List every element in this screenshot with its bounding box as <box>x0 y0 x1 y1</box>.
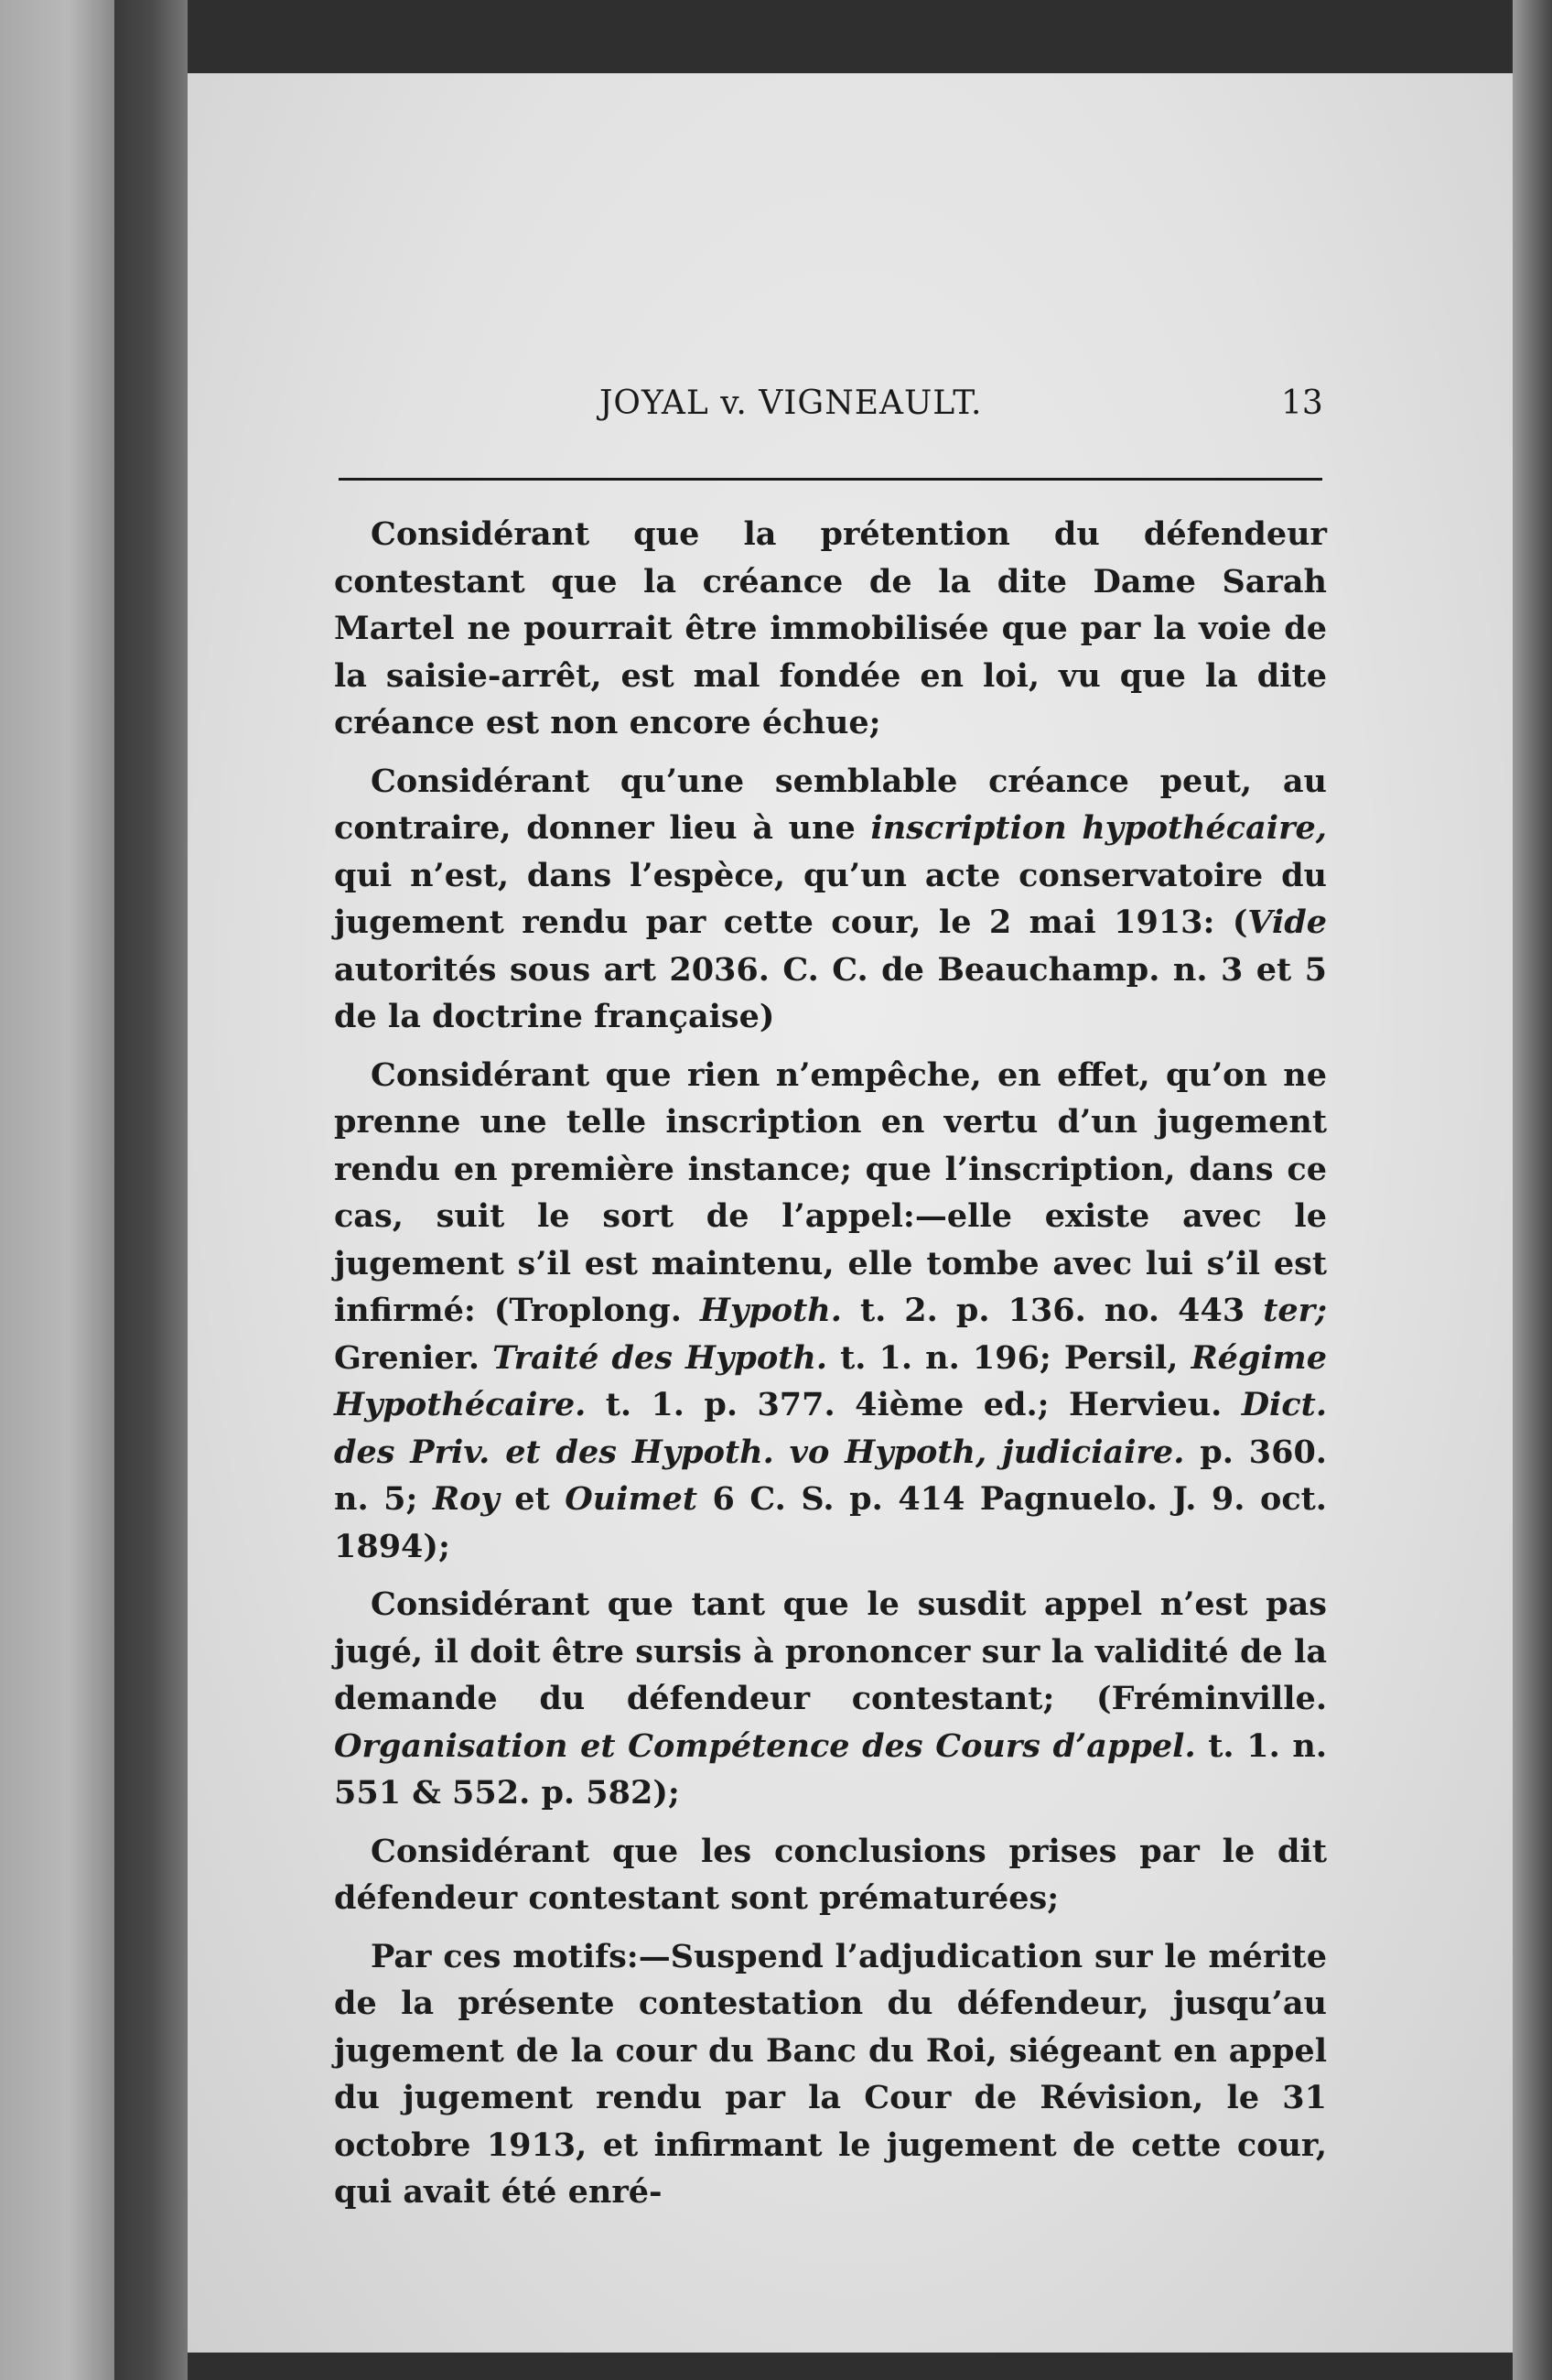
text-run: Grenier. <box>334 1338 493 1377</box>
book-gutter <box>114 0 188 2380</box>
header-rule <box>339 478 1322 481</box>
paragraph <box>334 1052 1327 1571</box>
text-run: autorités sous art 2036. C. C. de Beauchamp. n. 3 et 5 de la doctrine française) <box>334 950 1327 1035</box>
book-page <box>188 73 1513 2353</box>
text-run: qui n’est, dans l’espèce, qu’un acte conservatoire du jugement rendu par cette cour, le 2 mai 1913: ( <box>334 856 1327 941</box>
italic-citation: inscription hypothécaire, <box>870 809 1327 847</box>
italic-citation: Roy <box>432 1480 500 1518</box>
text-run: t. 1. n. 196; Persil, <box>827 1338 1191 1377</box>
paragraph <box>334 1933 1327 2216</box>
italic-citation: Ouimet <box>565 1480 697 1518</box>
paragraph <box>334 1828 1327 1922</box>
right-page-edge <box>1513 0 1552 2380</box>
italic-citation: Vide <box>1247 903 1327 941</box>
italic-citation: ter; <box>1263 1292 1327 1329</box>
text-run: t. 2. p. 136. no. 443 <box>841 1292 1264 1329</box>
running-title: JOYAL v. VIGNEAULT. <box>599 384 983 422</box>
facing-page-edge <box>0 0 114 2380</box>
italic-citation: Organisation et Compétence des Cours d’appel. <box>334 1726 1196 1765</box>
italic-citation: Dict. des Priv. et des Hypoth. vo Hypoth, judiciaire. <box>334 1386 1327 1471</box>
italic-citation: Hypoth. <box>699 1292 842 1329</box>
body-text <box>334 511 1327 2227</box>
italic-citation: Traité des Hypoth. <box>492 1338 828 1377</box>
text-run: Considérant que rien n’empêche, en effet, qu’on ne prenne une telle inscription en vertu d’un jugement rendu en première instance; que l’inscription, dans ce cas, suit le sort de l’appel:—elle existe avec le jugement s’il est maintenu, elle tombe avec lui s’il est infirmé: (Troplong. <box>334 1055 1327 1329</box>
text-run: Considérant que la prétention du défendeur contestant que la créance de la dite Dame Sarah Martel ne pourrait être immobilisée que par la voie de la saisie-arrêt, est mal fondée en loi, vu que la dite créance est non encore échue; <box>334 515 1327 741</box>
text-run: Considérant que tant que le susdit appel n’est pas jugé, il doit être sursis à prononcer sur la validité de la demande du défendeur contestant; (Fréminville. <box>334 1585 1327 1717</box>
text-run: p. 360. n. 5; <box>334 1433 1327 1518</box>
paragraph <box>334 511 1327 747</box>
paragraph <box>334 758 1327 1041</box>
text-run: et <box>499 1480 566 1518</box>
text-run: Considérant que les conclusions prises par le dit défendeur contestant sont prématurées; <box>334 1832 1327 1917</box>
text-run: Considérant qu’une semblable créance peut, au contraire, donner lieu à une <box>334 762 1327 847</box>
text-run: 6 C. S. p. 414 Pagnuelo. J. 9. oct. 1894); <box>334 1480 1327 1565</box>
page-header <box>188 384 1513 430</box>
text-run: t. 1. n. 551 & 552. p. 582); <box>334 1726 1328 1812</box>
text-run: Par ces motifs:—Suspend l’adjudication sur le mérite de la présente contestation du défendeur, jusqu’au jugement de la cour du Banc du Roi, siégeant en appel du jugement rendu par la Cour de Révision, le 31 octobre 1913, et infirmant le jugement de cette cour, qui avait été enré- <box>334 1937 1327 2211</box>
page-number: 13 <box>1281 384 1323 422</box>
text-run: t. 1. p. 377. 4ième ed.; Hervieu. <box>586 1386 1242 1423</box>
paragraph <box>334 1581 1327 1817</box>
italic-citation: Régime Hypothécaire. <box>334 1338 1327 1423</box>
